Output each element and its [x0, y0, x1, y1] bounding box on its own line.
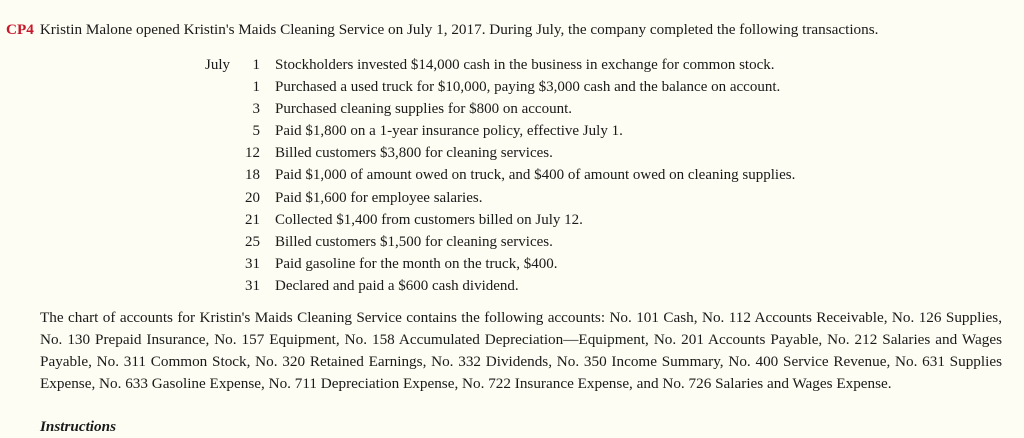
transaction-day: 18: [245, 167, 260, 184]
transaction-description: Paid gasoline for the month on the truck, $400.: [275, 255, 558, 272]
transaction-row: [200, 76, 960, 98]
transaction-description: Declared and paid a $600 cash dividend.: [275, 277, 519, 294]
transaction-description: Billed customers $1,500 for cleaning services.: [275, 233, 553, 250]
instructions-heading: Instructions: [40, 418, 116, 435]
chart-of-accounts-paragraph: The chart of accounts for Kristin's Maids Cleaning Service contains the following accounts: No. 101 Cash, No. 112 Accounts Receivable, No. 126 Supplies, No. 130 Prepaid Insurance, No. 157 Equipment, No. 158 Accumulated Depreciation—Equipment, No. 201 Accounts Payable, No. 212 Salaries and Wages Payable, No. 311 Common Stock, No. 320 Retained Earnings, No. 332 Dividends, No. 350 Income Summary, No. 400 Service Revenue, No. 631 Supplies Expense, No. 633 Gasoline Expense, No. 711 Depreciation Expense, No. 722 Insurance Expense, and No. 726 Salaries and Wages Expense.: [40, 309, 1002, 392]
transaction-row: [200, 98, 960, 120]
transaction-row: [200, 164, 960, 186]
problem-intro: Kristin Malone opened Kristin's Maids Cleaning Service on July 1, 2017. During July, the company completed the following transactions.: [39, 21, 879, 38]
cropped-previous-line: [0, 0, 1024, 6]
transaction-day: 12: [245, 145, 260, 162]
transaction-description: Collected $1,400 from customers billed on July 12.: [275, 211, 583, 228]
transaction-list: [200, 54, 960, 297]
transaction-description: Purchased a used truck for $10,000, paying $3,000 cash and the balance on account.: [275, 79, 781, 96]
transaction-day: 31: [245, 277, 260, 294]
transaction-day: 21: [245, 211, 260, 228]
transaction-row: [200, 54, 960, 76]
transaction-day: 31: [245, 255, 260, 272]
transaction-day: 1: [252, 57, 260, 73]
transaction-description: Purchased cleaning supplies for $800 on account.: [275, 101, 573, 118]
transaction-description: Paid $1,800 on a 1-year insurance policy, effective July 1.: [275, 123, 623, 140]
transaction-row: [200, 253, 960, 275]
transaction-row: [200, 142, 960, 164]
transaction-row: [200, 120, 960, 142]
problem-id: CP4: [6, 21, 34, 38]
transaction-day: 1: [252, 79, 260, 96]
transaction-row: [200, 209, 960, 231]
transaction-row: [200, 231, 960, 253]
transaction-day: 5: [252, 123, 260, 140]
transaction-description: Billed customers $3,800 for cleaning services.: [275, 145, 553, 162]
transaction-description: Paid $1,600 for employee salaries.: [275, 189, 483, 206]
transaction-row: [200, 275, 960, 297]
transaction-day: 20: [245, 189, 260, 206]
transaction-description: Paid $1,000 of amount owed on truck, and $400 of amount owed on cleaning supplies.: [275, 167, 796, 184]
transaction-month: July: [205, 57, 231, 73]
transaction-day: 25: [245, 233, 260, 250]
transaction-row: [200, 187, 960, 209]
transaction-description: Stockholders invested $14,000 cash in the business in exchange for common stock.: [275, 57, 775, 73]
transaction-day: 3: [252, 101, 260, 118]
problem-header: [6, 21, 878, 39]
